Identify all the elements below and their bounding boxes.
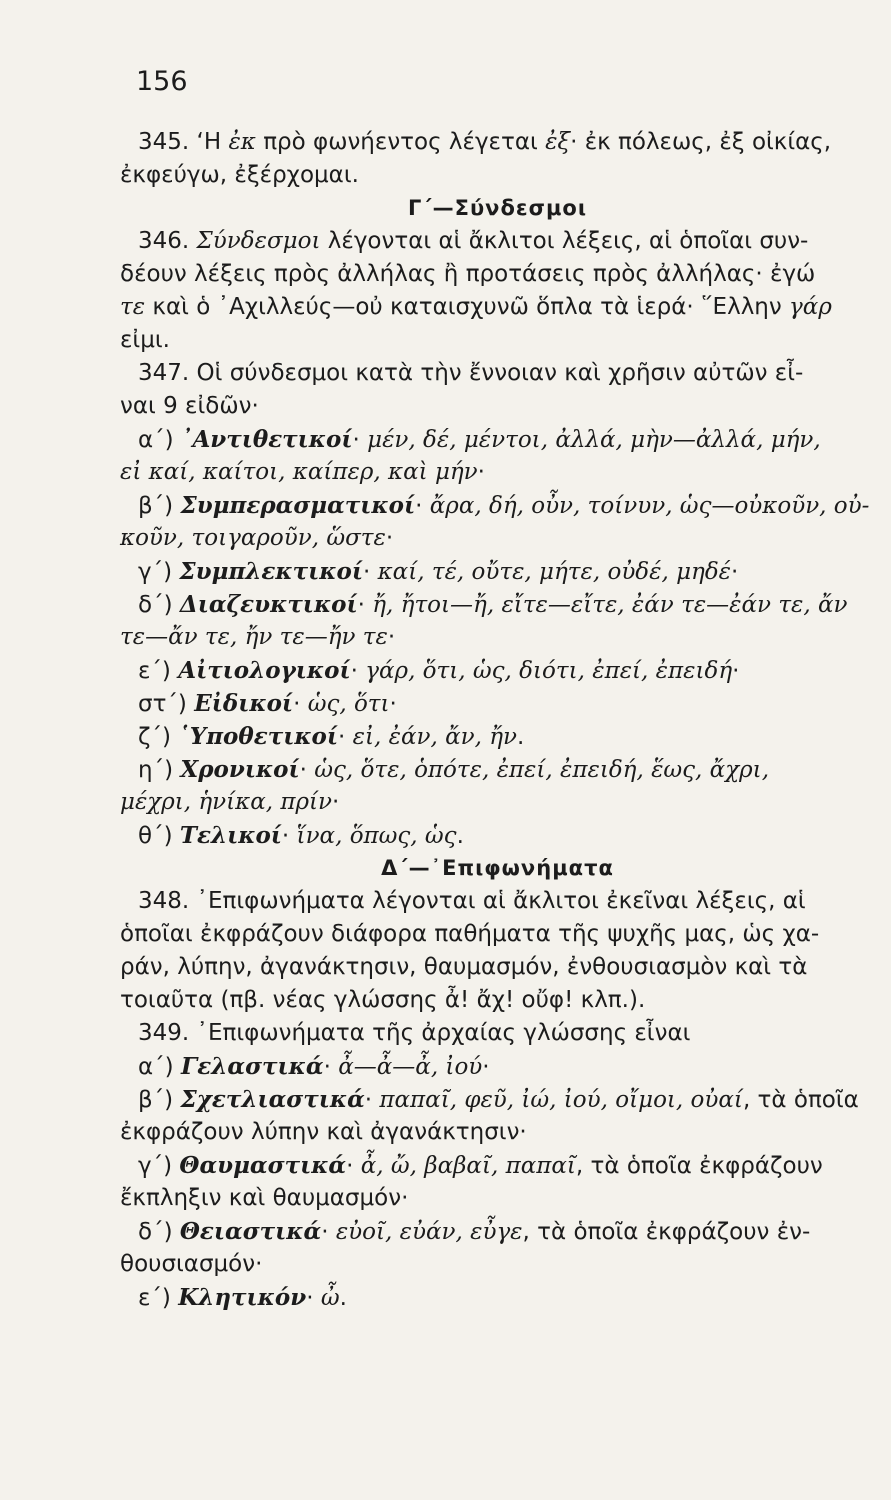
text-line: στ΄) Εἰδικοί· ὡς, ὅτι· [138, 690, 397, 717]
text-line: δέουν λέξεις πρὸς ἀλλήλας ἢ προτάσεις πρὸς ἀλλήλας· ἐγώ [120, 261, 816, 287]
text-line: α΄) ᾿Αντιθετικοί· μέν, δέ, μέντοι, ἀλλά, μὴν—ἀλλά, μήν, [138, 426, 821, 453]
text-line: 347. Οἱ σύνδεσμοι κατὰ τὴν ἔννοιαν καὶ χρῆσιν αὐτῶν εἶ- [138, 360, 804, 386]
text-line: δ΄) Διαζευκτικοί· ἤ, ἤτοι—ἤ, εἴτε—εἴτε, ἐάν τε—ἐάν τε, ἄν [138, 591, 848, 618]
text-line: γ΄) Συμπλεκτικοί· καί, τέ, οὔτε, μήτε, οὐδέ, μηδέ· [138, 558, 739, 585]
text-line: 345. ‘Η ἐκ πρὸ φωνήεντος λέγεται ἐξ· ἐκ πόλεως, ἐξ οἰκίας, [138, 129, 832, 155]
text-line: τοιαῦτα (πβ. νέας γλώσσης ἆ! ἄχ! οὔφ! κλπ.). [120, 987, 646, 1013]
text-line: κοῦν, τοιγαροῦν, ὥστε· [120, 525, 394, 551]
text-line: τε καὶ ὁ ᾿Αχιλλεύς—οὐ καταισχυνῶ ὅπλα τὰ ἱερά· ῞Ελλην γάρ [120, 294, 832, 320]
text-line: 346. Σύνδεσμοι λέγονται αἱ ἄκλιτοι λέξεις, αἱ ὁποῖαι συν- [138, 228, 809, 254]
text-line: ὁποῖαι ἐκφράζουν διάφορα παθήματα τῆς ψυχῆς μας, ὡς χα- [120, 921, 820, 947]
section-heading: Δ΄—᾿Επιφωνήματα [381, 856, 614, 880]
text-line: μέχρι, ἡνίκα, πρίν· [120, 789, 340, 815]
text-line: γ΄) Θαυμαστικά· ἆ, ὤ, βαβαῖ, παπαῖ, τὰ ὁποῖα ἐκφράζουν [138, 1152, 823, 1179]
text-line: ναι 9 εἰδῶν· [120, 393, 259, 419]
text-line: α΄) Γελαστικά· ἆ—ἆ—ἆ, ἰού· [138, 1053, 490, 1080]
text-line: εἰ καί, καίτοι, καίπερ, καὶ μήν· [120, 459, 485, 485]
section-heading: Γ΄—Σύνδεσμοι [407, 196, 587, 220]
text-line: θουσιασμόν· [120, 1251, 263, 1277]
text-line: ἐκφεύγω, ἐξέρχομαι. [120, 162, 359, 188]
text-line: ράν, λύπην, ἀγανάκτησιν, θαυμασμόν, ἐνθουσιασμὸν καὶ τὰ [120, 954, 808, 980]
text-line: ἐκφράζουν λύπην καὶ ἀγανάκτησιν· [120, 1119, 527, 1145]
text-line: ἔκπληξιν καὶ θαυμασμόν· [120, 1185, 409, 1211]
text-line: 348. ᾿Επιφωνήματα λέγονται αἱ ἄκλιτοι ἐκεῖναι λέξεις, αἱ [138, 888, 806, 914]
text-line: δ΄) Θειαστικά· εὐοῖ, εὐάν, εὖγε, τὰ ὁποῖα ἐκφράζουν ἐν- [138, 1218, 811, 1245]
text-line: β΄) Συμπερασματικοί· ἄρα, δή, οὖν, τοίνυν, ὡς—οὐκοῦν, οὐ- [138, 492, 870, 519]
text-line: ζ΄) ῾Υποθετικοί· εἰ, ἐάν, ἄν, ἤν. [138, 723, 525, 750]
text-line: 349. ᾿Επιφωνήματα τῆς ἀρχαίας γλώσσης εἶναι [138, 1020, 691, 1046]
text-line: τε—ἄν τε, ἤν τε—ἤν τε· [120, 624, 396, 650]
page-number: 156 [136, 66, 188, 97]
text-line: β΄) Σχετλιαστικά· παπαῖ, φεῦ, ἰώ, ἰού, οἴμοι, οὐαί, τὰ ὁποῖα [138, 1086, 859, 1113]
text-line: ε΄) Αἰτιολογικοί· γάρ, ὅτι, ὡς, διότι, ἐπεί, ἐπειδή· [138, 657, 740, 684]
page-text [120, 126, 875, 1314]
text-line: η΄) Χρονικοί· ὡς, ὅτε, ὁπότε, ἐπεί, ἐπειδή, ἕως, ἄχρι, [138, 756, 770, 783]
text-line: θ΄) Τελικοί· ἵνα, ὅπως, ὡς. [138, 822, 464, 849]
text-line: εἰμι. [120, 327, 170, 353]
text-line: ε΄) Κλητικόν· ὦ. [138, 1284, 347, 1311]
